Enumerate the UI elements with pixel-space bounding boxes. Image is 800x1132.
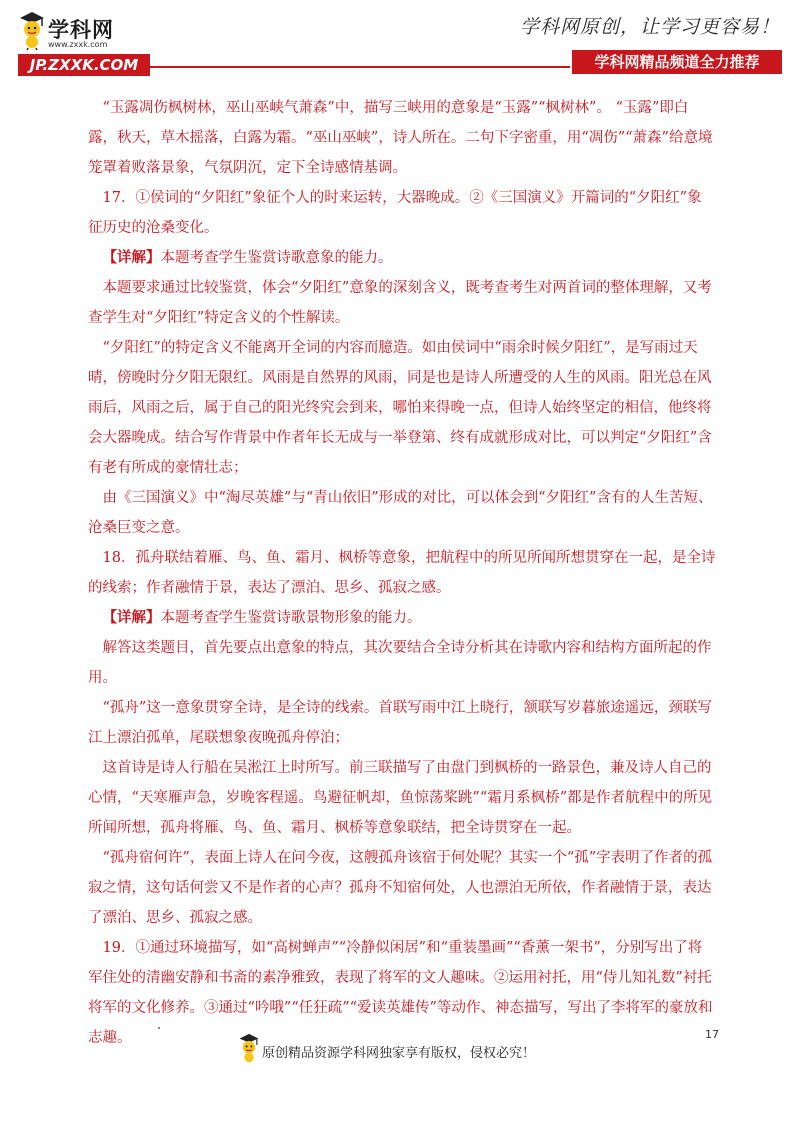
footer-dot [158,1027,160,1029]
answer-17: 17．①侯词的“夕阳红”象征个人的时来运转，大器晚成。②《三国演义》开篇词的“夕阳红”象征历史的沧桑变化。 [88,190,702,236]
answer-18: 18．孤舟联结着雁、鸟、鱼、霜月、枫桥等意象，把航程中的所见所闻所想贯穿在一起，是全诗的线索；作者融情于景，表达了漂泊、思乡、孤寂之感。 [88,550,716,596]
paragraph: “孤舟宿何许”，表面上诗人在问今夜，这艘孤舟该宿于何处呢？其实一个“孤”字表明了作者的孤寂之情，这句话何尝又不是作者的心声？孤舟不知宿何处，人也漂泊无所依，作者融情于景，表达了漂泊、思乡、孤寂之感。 [88,850,713,926]
page-header [0,0,800,82]
logo-url: www.zxxk.com [48,40,108,49]
paragraph: 本题要求通过比较鉴赏，体会“夕阳红”意象的深刻含义，既考查考生对两首词的整体理解，又考查学生对“夕阳红”特定含义的个性解读。 [88,280,712,326]
paragraph: 由《三国演义》中“淘尽英雄”与“青山依旧”形成的对比，可以体会到“夕阳红”含有的人生苦短、沧桑巨变之意。 [88,490,713,536]
detail-tag: 【详解】 [102,609,161,626]
copyright-notice: 原创精品资源学科网独家享有版权，侵权必究！ [262,1046,536,1061]
answer-19: 19．①通过环境描写，如“高树蝉声”“冷静似闲居”和“重装墨画”“香薰一架书”，分别写出了将军住处的清幽安静和书斋的素净雅致，表现了将军的文人趣味。②运用衬托，用“侍儿知礼数”衬托将军的文化修养。③通过“吟哦”“任狂疏”“爱读英雄传”等动作、神态描写，写出了李将军的豪放和志趣。 [88,940,713,1046]
detail-text: 本题考查学生鉴赏诗歌景物形象的能力。 [160,610,422,626]
logo-title: 学科网 [48,18,114,42]
document-body [88,93,716,1053]
paragraph: 解答这类题目，首先要点出意象的特点，其次要结合全诗分析其在诗歌内容和结构方面所起的作用。 [88,640,712,686]
mascot-icon [18,10,46,50]
site-logo[interactable] [18,10,158,76]
detail-text: 本题考查学生鉴赏诗歌意象的能力。 [160,250,393,266]
header-slogan: 学科网原创，让学习更容易！ [519,16,780,38]
header-divider [150,66,570,68]
channel-banner[interactable]: 学科网精品频道全力推荐 [572,50,782,74]
mascot-icon [238,1032,260,1064]
paragraph: “孤舟”这一意象贯穿全诗，是全诗的线索。首联写雨中江上晓行，颔联写岁暮旅途遥远，颈联写江上漂泊孤单，尾联想象夜晚孤舟停泊； [88,700,712,746]
detail-tag: 【详解】 [102,249,161,266]
paragraph: 这首诗是诗人行船在吴淞江上时所写。前三联描写了由盘门到枫桥的一路景色，兼及诗人自己的心情，“天寒雁声急，岁晚客程遥。鸟避征帆却，鱼惊荡桨跳”“霜月系枫桥”都是作者航程中的所见所闻所想，孤舟将雁、鸟、鱼、霜月、枫桥等意象联结，把全诗贯穿在一起。 [88,760,713,836]
paragraph [88,243,716,273]
paragraph: “玉露凋伤枫树林，巫山巫峡气萧森”中，描写三峡用的意象是“玉露”“枫树林”。 “玉露”即白露，秋天，草木摇落，白露为霜。“巫山巫峡”，诗人所在。二句下字密重，用“凋伤”“萧森”给意境笼罩着败落景象，气氛阴沉，定下全诗感情基调。 [88,100,713,176]
page-footer [0,1032,800,1072]
page-number: 17 [705,1028,719,1041]
paragraph [88,603,716,633]
site-badge[interactable]: JP.ZXXK.COM [18,54,150,76]
paragraph: “夕阳红”的特定含义不能离开全词的内容而臆造。如由侯词中“雨余时候夕阳红”，是写雨过天晴，傍晚时分夕阳无限红。风雨是自然界的风雨，同是也是诗人所遭受的人生的风雨。阳光总在风雨后，风雨之后，属于自己的阳光终究会到来，哪怕来得晚一点，但诗人始终坚定的相信，他终将会大器晚成。结合写作背景中作者年长无成与一举登第、终有成就形成对比，可以判定“夕阳红”含有老有所成的豪情壮志； [88,340,712,476]
